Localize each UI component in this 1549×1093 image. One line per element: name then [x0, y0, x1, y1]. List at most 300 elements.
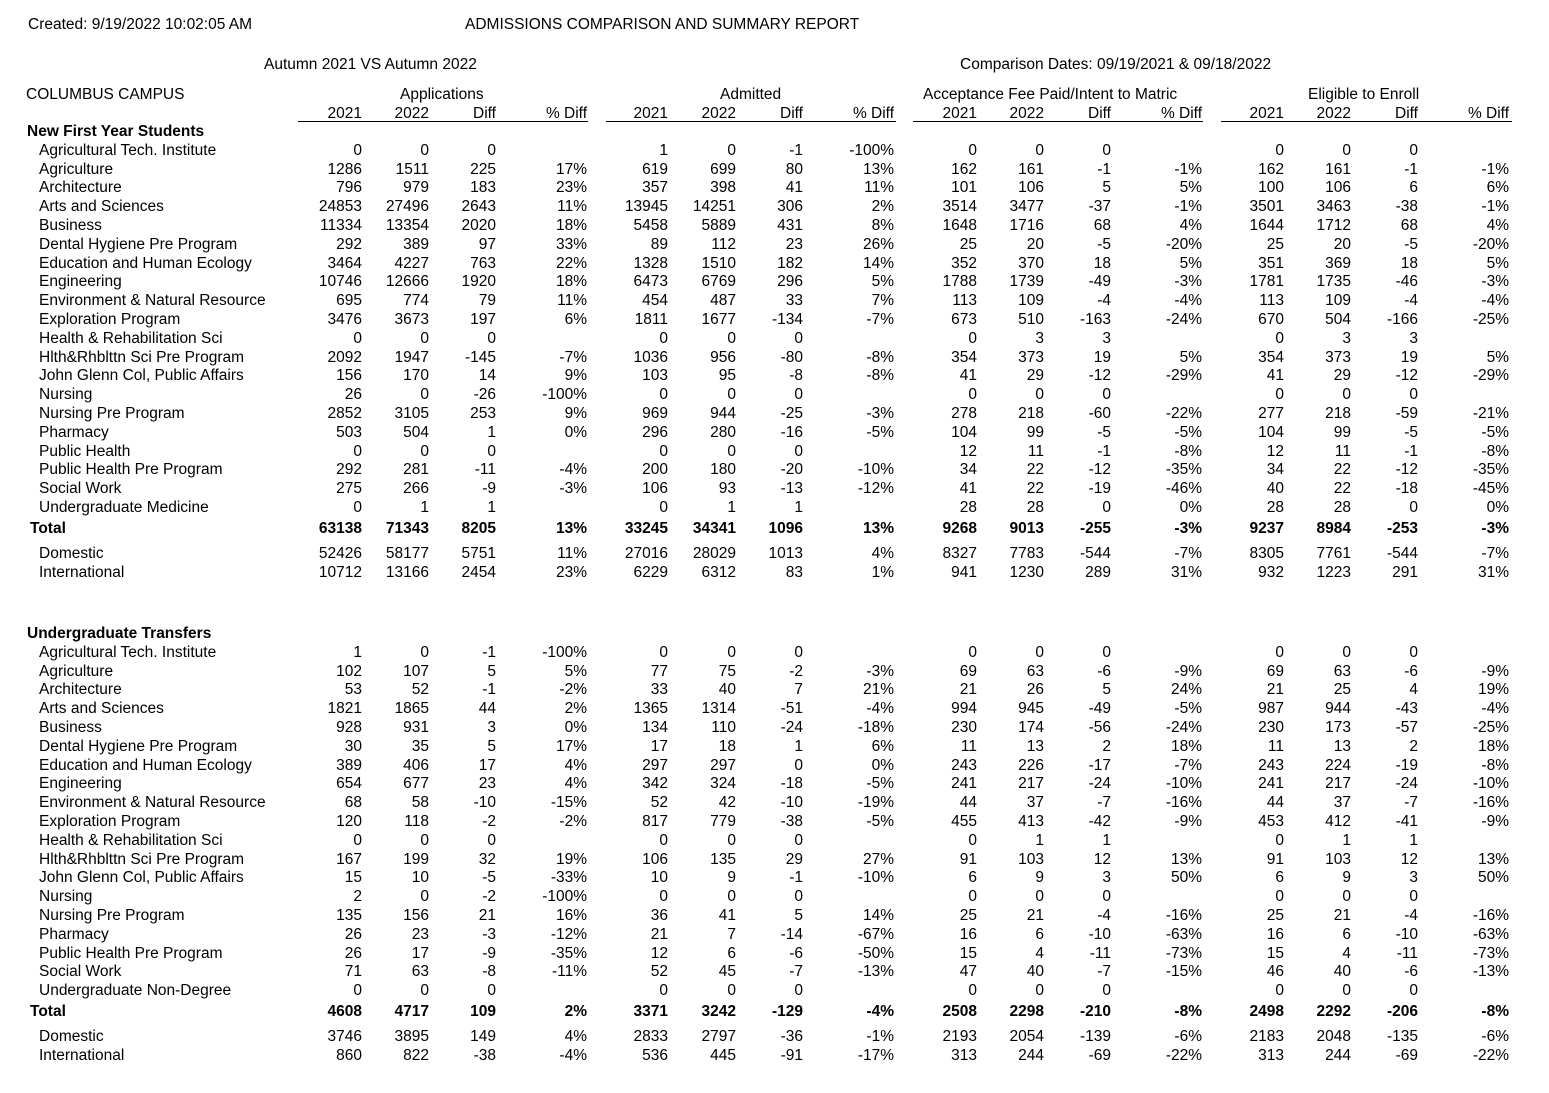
cell-eligible-pct-diff: -63%: [1472, 925, 1509, 943]
cell-acceptance-diff: 1: [1102, 831, 1111, 849]
cell-eligible-2021: 453: [1258, 813, 1284, 830]
cell-eligible-2021: 21: [1266, 681, 1284, 699]
cell-applications-2022: 12666: [385, 273, 429, 291]
cell-applications-diff: 44: [478, 700, 496, 718]
cell-admitted-2021: 52: [650, 794, 668, 812]
cell-applications-pct-diff: 23%: [555, 563, 587, 581]
cell-applications-pct-diff: 9%: [564, 367, 587, 385]
cell-applications-2022: 0: [420, 982, 429, 1000]
row-label: Dental Hygiene Pre Program: [39, 737, 238, 755]
cell-acceptance-diff: -7: [1097, 794, 1111, 812]
cell-acceptance-2021: 0: [968, 831, 977, 849]
cell-applications-diff: -9: [482, 480, 496, 498]
header-rule-eligible: [1221, 121, 1512, 122]
cell-admitted-2022: 0: [727, 982, 736, 1000]
table-row: [0, 291, 1549, 310]
cell-acceptance-pct-diff: -24%: [1165, 311, 1202, 328]
cell-eligible-pct-diff: 31%: [1477, 563, 1509, 581]
cell-applications-diff: -5: [482, 869, 496, 887]
cell-admitted-2021: 200: [642, 461, 668, 479]
cell-eligible-2021: 104: [1258, 423, 1284, 441]
cell-admitted-2021: 5458: [633, 217, 668, 234]
cell-admitted-2022: 75: [718, 662, 736, 680]
cell-applications-2021: 15: [344, 869, 362, 887]
cell-admitted-diff: 182: [777, 254, 803, 272]
cell-acceptance-2021: 0: [968, 888, 977, 906]
cell-applications-pct-diff: -100%: [542, 888, 587, 906]
cell-admitted-pct-diff: 7%: [871, 292, 894, 310]
cell-applications-pct-diff: 33%: [555, 235, 587, 253]
cell-eligible-pct-diff: -1%: [1481, 198, 1509, 216]
col-header-eligible-diff: Diff: [1395, 105, 1418, 122]
cell-eligible-2022: 0: [1342, 982, 1351, 1000]
cell-eligible-2021: 351: [1258, 254, 1284, 272]
cell-eligible-2021: 34: [1266, 461, 1284, 479]
cell-eligible-diff: 18: [1400, 254, 1418, 272]
cell-eligible-2022: 369: [1325, 254, 1351, 272]
cell-admitted-2021: 17: [650, 737, 668, 755]
cell-acceptance-pct-diff: 24%: [1170, 681, 1202, 699]
cell-eligible-2021: 25: [1266, 907, 1284, 924]
cell-eligible-2021: 6: [1275, 869, 1284, 887]
table-row: [0, 272, 1549, 291]
report-title: ADMISSIONS COMPARISON AND SUMMARY REPORT: [465, 16, 860, 33]
cell-admitted-2022: 0: [727, 141, 736, 159]
row-label: Exploration Program: [39, 311, 181, 328]
cell-applications-2021: 860: [336, 1046, 362, 1064]
cell-acceptance-2022: 106: [1018, 179, 1044, 197]
table-row: [0, 699, 1549, 718]
row-label: Engineering: [39, 775, 122, 793]
cell-eligible-diff: -12: [1395, 367, 1418, 385]
cell-acceptance-diff: -56: [1088, 719, 1111, 736]
cell-eligible-2022: 2048: [1316, 1028, 1351, 1045]
table-row: [0, 310, 1549, 329]
cell-admitted-pct-diff: 21%: [862, 681, 894, 699]
table-row: [0, 544, 1549, 563]
cell-eligible-diff: 0: [1409, 888, 1418, 906]
cell-eligible-pct-diff: -9%: [1481, 813, 1509, 830]
cell-applications-diff: 5: [487, 662, 496, 680]
cell-eligible-diff: -57: [1395, 719, 1418, 736]
row-label: International: [39, 1046, 125, 1064]
cell-eligible-diff: 0: [1409, 643, 1418, 661]
cell-eligible-pct-diff: -1%: [1481, 160, 1509, 178]
cell-eligible-diff: -5: [1404, 423, 1418, 441]
cell-eligible-diff: -4: [1404, 907, 1418, 924]
cell-eligible-diff: 291: [1392, 563, 1418, 581]
cell-acceptance-2022: 413: [1018, 813, 1044, 830]
table-row: [0, 718, 1549, 737]
cell-eligible-diff: -59: [1395, 405, 1418, 422]
cell-admitted-2022: 297: [710, 756, 736, 774]
cell-admitted-diff: -134: [771, 311, 803, 328]
cell-admitted-diff: 306: [777, 198, 803, 216]
group-header-eligible: Eligible to Enroll: [1308, 86, 1420, 103]
cell-acceptance-2022: 99: [1026, 423, 1044, 441]
cell-applications-diff: -11: [474, 461, 496, 479]
cell-acceptance-diff: -10: [1088, 925, 1111, 943]
table-row: [0, 442, 1549, 461]
cell-applications-2021: 3746: [327, 1028, 362, 1045]
cell-acceptance-diff: -49: [1088, 700, 1111, 718]
cell-applications-2022: 1947: [394, 348, 429, 366]
cell-admitted-2021: 3371: [633, 1003, 668, 1020]
cell-eligible-2021: 241: [1258, 775, 1284, 793]
cell-eligible-2021: 69: [1266, 662, 1284, 680]
cell-admitted-2021: 106: [642, 480, 668, 498]
cell-applications-2022: 1865: [394, 700, 429, 718]
cell-applications-2021: 389: [336, 756, 362, 774]
cell-eligible-2021: 41: [1266, 367, 1284, 385]
cell-applications-diff: -8: [482, 963, 496, 981]
cell-eligible-2021: 3501: [1249, 198, 1284, 216]
cell-admitted-diff: 0: [794, 756, 803, 774]
cell-admitted-pct-diff: -7%: [866, 311, 894, 328]
cell-eligible-pct-diff: -8%: [1481, 756, 1509, 774]
table-row: [0, 385, 1549, 404]
cell-admitted-2021: 0: [659, 329, 668, 347]
cell-admitted-2021: 0: [659, 499, 668, 516]
cell-eligible-2021: 2183: [1249, 1028, 1284, 1045]
cell-acceptance-2021: 25: [959, 907, 977, 924]
col-header-admitted-2022: 2022: [701, 105, 736, 122]
cell-applications-pct-diff: 17%: [555, 737, 587, 755]
cell-applications-diff: -1: [482, 643, 496, 661]
cell-applications-pct-diff: 6%: [564, 311, 587, 328]
cell-admitted-diff: 83: [785, 563, 803, 581]
cell-admitted-diff: -1: [789, 869, 803, 887]
row-label: Environment & Natural Resource: [39, 794, 266, 812]
row-label: Pharmacy: [39, 423, 109, 441]
table-row: [0, 1027, 1549, 1046]
cell-acceptance-diff: -544: [1079, 544, 1111, 562]
header-rule-applications: [298, 121, 588, 122]
cell-eligible-pct-diff: -35%: [1472, 461, 1509, 479]
cell-admitted-diff: -10: [780, 794, 803, 812]
cell-eligible-2022: 504: [1325, 311, 1351, 328]
cell-applications-2021: 1286: [327, 160, 362, 178]
cell-eligible-2021: 1781: [1249, 273, 1284, 291]
cell-acceptance-2022: 0: [1035, 386, 1044, 404]
cell-eligible-2022: 7761: [1316, 544, 1351, 562]
cell-admitted-2022: 28029: [692, 544, 736, 562]
cell-eligible-pct-diff: -6%: [1481, 1028, 1509, 1045]
cell-applications-pct-diff: -12%: [550, 925, 587, 943]
row-label: Exploration Program: [39, 813, 181, 830]
created-timestamp: Created: 9/19/2022 10:02:05 AM: [28, 16, 253, 33]
table-row: [0, 662, 1549, 681]
cell-admitted-pct-diff: 27%: [862, 850, 894, 868]
cell-acceptance-diff: 3: [1102, 329, 1111, 347]
cell-acceptance-2021: 6: [968, 869, 977, 887]
cell-admitted-2021: 817: [642, 813, 668, 830]
cell-eligible-2021: 40: [1266, 480, 1284, 498]
header-rule-admitted: [606, 121, 896, 122]
cell-applications-2022: 199: [403, 850, 429, 868]
cell-applications-pct-diff: 9%: [564, 405, 587, 422]
cell-admitted-pct-diff: 5%: [871, 273, 894, 291]
cell-eligible-2021: 0: [1275, 386, 1284, 404]
cell-admitted-2021: 6473: [633, 273, 668, 291]
cell-applications-2022: 35: [411, 737, 429, 755]
cell-applications-2022: 0: [420, 386, 429, 404]
cell-applications-pct-diff: -2%: [559, 681, 587, 699]
table-row: [0, 680, 1549, 699]
cell-acceptance-pct-diff: -5%: [1174, 700, 1202, 718]
cell-acceptance-2022: 2298: [1009, 1003, 1044, 1020]
cell-acceptance-2021: 15: [959, 944, 977, 962]
cell-acceptance-diff: -210: [1079, 1003, 1111, 1020]
row-label: Pharmacy: [39, 925, 109, 943]
cell-acceptance-diff: -1: [1097, 442, 1111, 460]
cell-applications-2022: 1: [420, 499, 429, 516]
cell-applications-2021: 4608: [327, 1003, 362, 1020]
cell-applications-2022: 107: [403, 662, 429, 680]
cell-admitted-2021: 33: [650, 681, 668, 699]
cell-admitted-2021: 2833: [633, 1028, 668, 1045]
cell-applications-2022: 3895: [394, 1028, 429, 1045]
cell-admitted-pct-diff: 6%: [871, 737, 894, 755]
section-title: New First Year Students: [27, 123, 205, 140]
col-header-applications-pct-diff: % Diff: [545, 105, 587, 122]
cell-eligible-2022: 63: [1333, 662, 1351, 680]
cell-applications-pct-diff: -4%: [559, 1046, 587, 1064]
cell-acceptance-2021: 41: [959, 480, 977, 498]
cell-applications-2022: 27496: [385, 198, 429, 216]
cell-admitted-2021: 296: [642, 423, 668, 441]
cell-applications-pct-diff: 23%: [555, 179, 587, 197]
cell-admitted-2022: 9: [727, 869, 736, 887]
cell-applications-diff: 149: [470, 1028, 496, 1045]
cell-applications-diff: 0: [487, 831, 496, 849]
table-row: [0, 906, 1549, 925]
cell-admitted-diff: -6: [789, 944, 803, 962]
cell-eligible-2022: 28: [1333, 499, 1351, 516]
cell-acceptance-pct-diff: -6%: [1174, 1028, 1202, 1045]
table-row: [0, 197, 1549, 216]
cell-applications-2021: 26: [344, 925, 362, 943]
row-label: Nursing Pre Program: [39, 907, 185, 924]
cell-acceptance-2021: 0: [968, 141, 977, 159]
cell-acceptance-2021: 28: [959, 499, 977, 516]
cell-admitted-diff: 0: [794, 831, 803, 849]
cell-eligible-2021: 230: [1258, 719, 1284, 736]
cell-applications-2022: 10: [411, 869, 429, 887]
cell-acceptance-diff: -5: [1097, 235, 1111, 253]
row-label: Business: [39, 217, 102, 234]
cell-eligible-2021: 28: [1266, 499, 1284, 516]
col-header-applications-2022: 2022: [394, 105, 429, 122]
row-label: Domestic: [39, 1028, 104, 1045]
cell-eligible-diff: 19: [1400, 348, 1418, 366]
cell-applications-diff: 1920: [461, 273, 496, 291]
cell-acceptance-pct-diff: -16%: [1165, 907, 1202, 924]
cell-eligible-2022: 2292: [1316, 1003, 1351, 1020]
cell-eligible-2022: 25: [1333, 681, 1351, 699]
cell-applications-2021: 928: [336, 719, 362, 736]
row-label: Agriculture: [39, 662, 114, 680]
cell-acceptance-diff: 2: [1102, 737, 1111, 755]
cell-eligible-pct-diff: 6%: [1486, 179, 1509, 197]
cell-eligible-2022: 3463: [1316, 198, 1351, 216]
cell-acceptance-diff: -7: [1097, 963, 1111, 981]
cell-admitted-2022: 18: [718, 737, 736, 755]
cell-acceptance-diff: 3: [1102, 869, 1111, 887]
cell-admitted-2022: 0: [727, 329, 736, 347]
cell-applications-diff: 225: [470, 160, 496, 178]
cell-acceptance-2022: 945: [1018, 700, 1044, 718]
row-label: Health & Rehabilitation Sci: [39, 329, 223, 347]
cell-acceptance-2021: 11: [960, 737, 977, 755]
cell-admitted-diff: -38: [780, 813, 803, 830]
cell-admitted-pct-diff: 26%: [862, 235, 894, 253]
cell-eligible-diff: -7: [1404, 794, 1418, 812]
cell-applications-2022: 3673: [394, 311, 429, 328]
cell-admitted-2022: 1510: [701, 254, 736, 272]
cell-applications-2021: 0: [353, 329, 362, 347]
cell-eligible-2022: 412: [1325, 813, 1351, 830]
cell-acceptance-2021: 113: [952, 292, 977, 310]
cell-admitted-pct-diff: -5%: [866, 423, 894, 441]
cell-acceptance-diff: -49: [1088, 273, 1111, 291]
cell-eligible-2022: 1223: [1316, 563, 1351, 581]
cell-eligible-2022: 21: [1333, 907, 1351, 924]
cell-eligible-pct-diff: -16%: [1472, 907, 1509, 924]
cell-eligible-2022: 22: [1333, 480, 1351, 498]
cell-applications-pct-diff: 16%: [555, 907, 587, 924]
cell-eligible-pct-diff: 5%: [1486, 254, 1509, 272]
cell-applications-2022: 118: [404, 813, 429, 830]
cell-acceptance-2021: 25: [959, 235, 977, 253]
cell-eligible-2022: 0: [1342, 386, 1351, 404]
cell-acceptance-pct-diff: -7%: [1174, 544, 1202, 562]
cell-applications-2021: 52426: [318, 544, 362, 562]
cell-applications-pct-diff: 4%: [564, 756, 587, 774]
cell-admitted-diff: 7: [794, 681, 803, 699]
cell-applications-2022: 979: [403, 179, 429, 197]
cell-acceptance-pct-diff: -15%: [1165, 963, 1202, 981]
cell-applications-2022: 931: [403, 719, 429, 736]
cell-admitted-2021: 13945: [624, 198, 668, 216]
cell-eligible-diff: 6: [1409, 179, 1418, 197]
cell-eligible-diff: -19: [1395, 756, 1418, 774]
cell-acceptance-pct-diff: -3%: [1174, 519, 1202, 537]
cell-eligible-pct-diff: -4%: [1481, 700, 1509, 718]
cell-applications-diff: 109: [470, 1003, 496, 1020]
cell-acceptance-pct-diff: 13%: [1170, 850, 1202, 868]
cell-eligible-2021: 113: [1259, 292, 1284, 310]
cell-eligible-diff: -135: [1386, 1028, 1418, 1045]
row-label: John Glenn Col, Public Affairs: [39, 367, 244, 385]
cell-applications-2022: 63: [411, 963, 429, 981]
cell-applications-2022: 822: [403, 1046, 429, 1064]
cell-acceptance-2021: 673: [951, 311, 977, 328]
row-label: Public Health Pre Program: [39, 944, 223, 962]
cell-admitted-2021: 0: [659, 831, 668, 849]
cell-acceptance-2021: 91: [959, 850, 977, 868]
cell-applications-diff: 197: [470, 311, 496, 328]
cell-acceptance-pct-diff: -20%: [1165, 235, 1202, 253]
cell-admitted-2022: 14251: [692, 198, 736, 216]
cell-eligible-diff: -38: [1395, 198, 1418, 216]
cell-admitted-2021: 0: [659, 982, 668, 1000]
table-row: [0, 981, 1549, 1000]
cell-eligible-pct-diff: -73%: [1472, 944, 1509, 962]
cell-admitted-pct-diff: -1%: [866, 1028, 894, 1045]
cell-eligible-2022: 3: [1342, 329, 1351, 347]
cell-admitted-diff: 1096: [768, 519, 803, 537]
cell-eligible-pct-diff: -9%: [1481, 662, 1509, 680]
cell-applications-2021: 167: [336, 850, 362, 868]
cell-acceptance-2021: 313: [951, 1046, 977, 1064]
table-row: [0, 812, 1549, 831]
cell-eligible-2021: 162: [1258, 160, 1284, 178]
cell-admitted-pct-diff: -18%: [857, 719, 894, 736]
cell-eligible-2021: 9237: [1249, 519, 1284, 537]
total-row: [0, 519, 1549, 538]
cell-acceptance-2021: 41: [959, 367, 977, 385]
cell-eligible-diff: -4: [1404, 292, 1418, 310]
cell-applications-2021: 0: [353, 982, 362, 1000]
cell-admitted-2022: 0: [727, 386, 736, 404]
table-row: [0, 737, 1549, 756]
col-header-applications-diff: Diff: [473, 105, 496, 122]
cell-applications-2021: 3476: [327, 311, 362, 328]
cell-applications-diff: 253: [470, 405, 496, 422]
table-row: [0, 178, 1549, 197]
cell-acceptance-2022: 7783: [1009, 544, 1044, 562]
cell-acceptance-2021: 278: [951, 405, 977, 422]
cell-eligible-pct-diff: -22%: [1472, 1046, 1509, 1064]
cell-applications-2022: 281: [403, 461, 429, 479]
cell-applications-pct-diff: -3%: [559, 480, 587, 498]
cell-eligible-2021: 0: [1275, 888, 1284, 906]
term-comparison: Autumn 2021 VS Autumn 2022: [264, 56, 477, 73]
cell-acceptance-2021: 0: [968, 643, 977, 661]
cell-applications-pct-diff: 13%: [555, 519, 587, 537]
cell-admitted-diff: 1: [794, 737, 803, 755]
cell-admitted-2022: 0: [727, 831, 736, 849]
cell-eligible-2022: 13: [1333, 737, 1351, 755]
row-label: Dental Hygiene Pre Program: [39, 235, 238, 253]
cell-admitted-2022: 95: [718, 367, 736, 385]
cell-eligible-pct-diff: -13%: [1472, 963, 1509, 981]
cell-admitted-pct-diff: 2%: [871, 198, 894, 216]
table-row: [0, 366, 1549, 385]
cell-acceptance-2022: 1739: [1009, 273, 1044, 291]
cell-applications-diff: -2: [482, 888, 496, 906]
cell-applications-2021: 1: [353, 643, 362, 661]
cell-admitted-2022: 6: [727, 944, 736, 962]
row-label: Nursing Pre Program: [39, 405, 185, 422]
cell-acceptance-pct-diff: -22%: [1165, 1046, 1202, 1064]
row-label: Agriculture: [39, 160, 114, 178]
cell-eligible-2022: 224: [1325, 756, 1351, 774]
col-header-admitted-2021: 2021: [633, 105, 668, 122]
cell-eligible-2022: 1735: [1316, 273, 1351, 291]
cell-admitted-2022: 6312: [701, 563, 736, 581]
cell-applications-2022: 0: [420, 141, 429, 159]
cell-acceptance-2022: 103: [1018, 850, 1044, 868]
cell-acceptance-pct-diff: -22%: [1165, 405, 1202, 422]
cell-eligible-2021: 987: [1258, 700, 1284, 718]
cell-applications-pct-diff: -7%: [559, 348, 587, 366]
cell-applications-2022: 0: [420, 643, 429, 661]
cell-acceptance-diff: 68: [1093, 217, 1111, 234]
cell-eligible-diff: -10: [1395, 925, 1418, 943]
cell-admitted-2021: 89: [650, 235, 668, 253]
